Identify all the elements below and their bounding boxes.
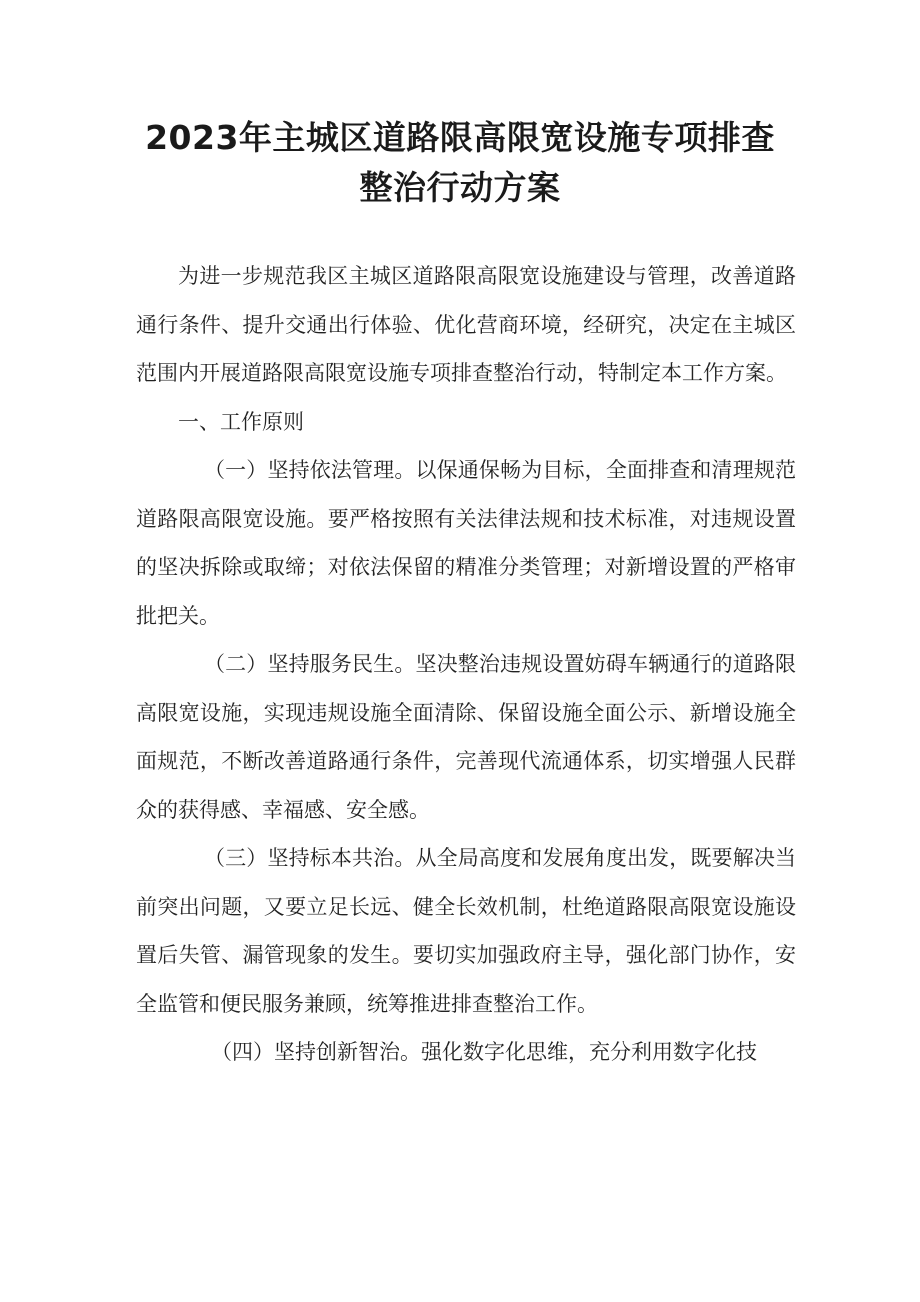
- principle-1-paragraph: （一）坚持依法管理。以保通保畅为目标，全面排查和清理规范道路限高限宽设施。要严格按照有关法律法规和技术标准，对违规设置的坚决拆除或取缔；对依法保留的精准分类管理；对新增设置的严格审批把关。: [136, 458, 796, 628]
- principle-4-paragraph: （四）坚持创新智治。强化数字化思维，充分利用数字化技: [211, 1040, 757, 1064]
- section-heading-principles: 一、工作原则: [178, 409, 304, 434]
- document-title-line-2: 整治行动方案: [359, 168, 561, 207]
- intro-paragraph: 为进一步规范我区主城区道路限高限宽设施建设与管理，改善道路通行条件、提升交通出行体验、优化营商环境，经研究，决定在主城区范围内开展道路限高限宽设施专项排查整治行动，特制定本工作方案。: [136, 264, 796, 385]
- principle-2-paragraph: （二）坚持服务民生。坚决整治违规设置妨碍车辆通行的道路限高限宽设施，实现违规设施全面清除、保留设施全面公示、新增设施全面规范，不断改善道路通行条件，完善现代流通体系，切实增强人民群众的获得感、幸福感、安全感。: [136, 652, 796, 822]
- document-title-line-1: 2023年主城区道路限高限宽设施专项排查: [145, 118, 775, 157]
- document-body: [136, 252, 796, 1077]
- principle-3-paragraph: （三）坚持标本共治。从全局高度和发展角度出发，既要解决当前突出问题，又要立足长远、健全长效机制，杜绝道路限高限宽设施设置后失管、漏管现象的发生。要切实加强政府主导，强化部门协作，安全监管和便民服务兼顾，统筹推进排查整治工作。: [136, 846, 796, 1016]
